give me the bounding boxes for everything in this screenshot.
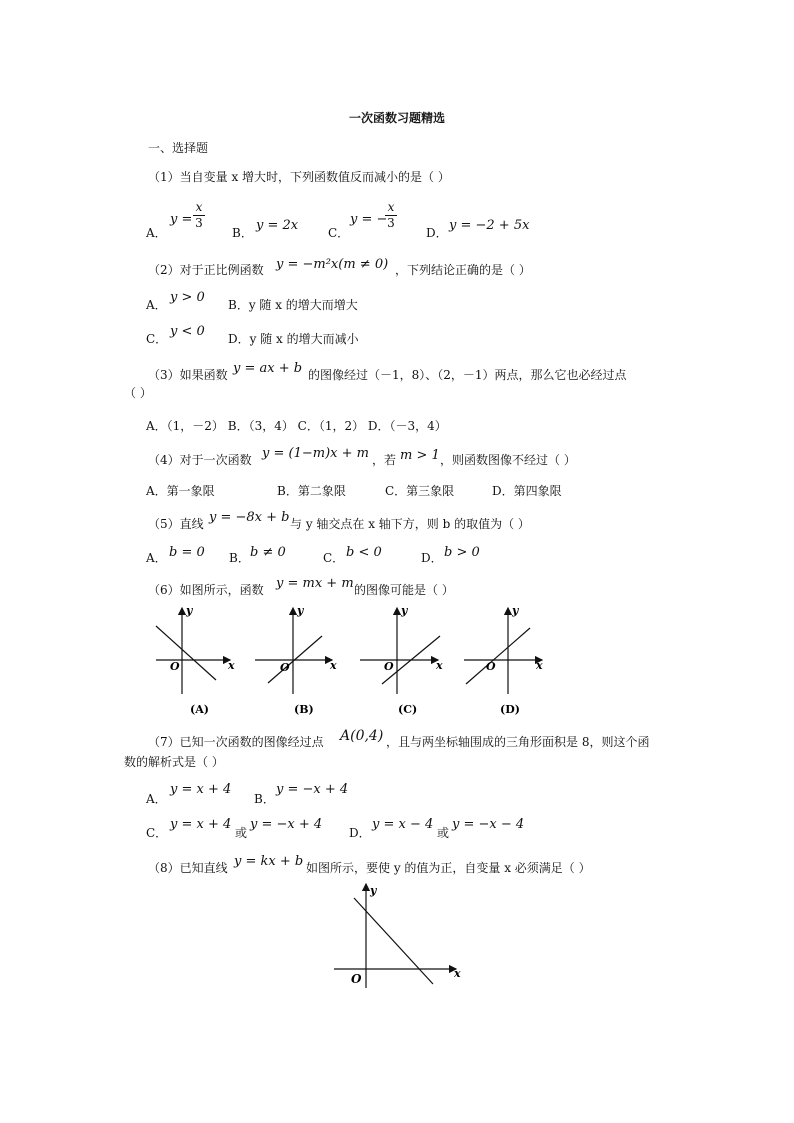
q6-graph-d bbox=[464, 604, 543, 716]
q6-graph-a bbox=[156, 604, 235, 716]
graph-caption: (A) bbox=[190, 703, 209, 716]
q4-stem-post: ，则函数图像不经过（ ） bbox=[440, 453, 576, 467]
origin-label: O bbox=[384, 660, 394, 673]
origin-label: O bbox=[486, 660, 496, 673]
q6-stem-pre: （6）如图所示，函数 bbox=[148, 583, 264, 597]
graph-caption: (C) bbox=[398, 703, 418, 716]
q7-option-a-math: y = x + 4 bbox=[170, 782, 232, 797]
q5-stem-pre: （5）直线 bbox=[148, 517, 204, 531]
page-title: 一次函数习题精选 bbox=[349, 111, 446, 125]
origin-label: O bbox=[280, 661, 290, 674]
y-axis-label: y bbox=[401, 604, 408, 617]
q4-stem-pre: （4）对于一次函数 bbox=[148, 453, 252, 467]
x-axis-label: x bbox=[228, 659, 235, 672]
q4-formula: y = (1−m)x + m bbox=[262, 446, 369, 461]
q7-option-a-label: A． bbox=[146, 792, 167, 806]
y-axis-label: y bbox=[186, 604, 193, 617]
q6-formula: y = mx + m bbox=[276, 576, 354, 591]
q8-formula: y = kx + b bbox=[234, 854, 304, 869]
q7-option-b-math: y = −x + 4 bbox=[276, 782, 349, 797]
q3-stem-post: 的图像经过（－1，8）、（2，－1）两点，那么它也必经过点 bbox=[308, 368, 627, 382]
x-axis-label: x bbox=[536, 659, 543, 672]
q1-option-c-numerator: x bbox=[387, 200, 395, 214]
q7-option-c-or: 或 bbox=[235, 826, 248, 840]
origin-label: O bbox=[351, 972, 362, 986]
q3-formula: y = ax + b bbox=[233, 361, 303, 376]
q2-option-c-label: C． bbox=[146, 332, 168, 346]
q1-option-c-fraction bbox=[385, 201, 397, 230]
section-heading: 一、选择题 bbox=[148, 141, 209, 155]
graph-caption: (D) bbox=[500, 703, 520, 716]
q1-option-a-lhs: y = bbox=[170, 212, 193, 227]
q8-stem-pre: （8）已知直线 bbox=[148, 861, 228, 875]
origin-label: O bbox=[170, 660, 180, 673]
q7-stem-line2: 数的解析式是（ ） bbox=[124, 755, 224, 769]
function-line bbox=[156, 626, 216, 680]
q2-stem-post: ，下列结论正确的是（ ） bbox=[395, 263, 531, 277]
q1-option-c-lhs: y = − bbox=[350, 212, 388, 227]
q7-option-c-label: C． bbox=[146, 826, 168, 840]
graph-caption: (B) bbox=[294, 703, 314, 716]
q6-graph-c bbox=[360, 604, 443, 716]
y-axis-label: y bbox=[297, 604, 304, 617]
q1-stem: （1）当自变量 x 增大时，下列函数值反而减小的是（ ） bbox=[148, 170, 450, 184]
q7-option-d-math1: y = x − 4 bbox=[372, 817, 434, 832]
q6-stem-post: 的图像可能是（ ） bbox=[354, 583, 454, 597]
q4-condition: m > 1 bbox=[400, 448, 440, 463]
q1-option-b-expr: y = 2x bbox=[256, 218, 299, 233]
q5-option-a-math: b = 0 bbox=[169, 545, 205, 560]
q7-stem-pre: （7）已知一次函数的图像经过点 bbox=[148, 735, 324, 749]
q5-option-a-label: A． bbox=[146, 551, 167, 565]
q1-option-c-denominator: 3 bbox=[387, 216, 395, 230]
q4-option-d: D．第四象限 bbox=[492, 484, 562, 498]
q2-option-d: D．y 随 x 的增大而减小 bbox=[228, 332, 359, 346]
q1-option-b-label: B． bbox=[232, 226, 253, 240]
q1-option-a-label: A． bbox=[146, 226, 167, 240]
q5-option-d-math: b > 0 bbox=[444, 545, 480, 560]
y-axis-label: y bbox=[512, 604, 519, 617]
q3-options: A．（1，－2） B．（3，4） C．（1，2） D．（－3，4） bbox=[146, 419, 447, 433]
q5-option-c-math: b < 0 bbox=[346, 545, 382, 560]
q4-option-c: C．第三象限 bbox=[385, 484, 455, 498]
q7-stem-post: ，且与两坐标轴围成的三角形面积是 8，则这个函 bbox=[386, 735, 650, 749]
q8-graph bbox=[330, 880, 470, 990]
q5-option-b-math: b ≠ 0 bbox=[250, 545, 286, 560]
q7-option-d-math2: y = −x − 4 bbox=[452, 817, 525, 832]
x-axis-label: x bbox=[330, 659, 337, 672]
q7-option-d-label: D． bbox=[349, 826, 371, 840]
q4-option-b: B．第二象限 bbox=[277, 484, 346, 498]
q4-stem-mid: ，若 bbox=[372, 453, 397, 467]
q1-option-c-label: C． bbox=[328, 226, 350, 240]
q5-option-b-label: B． bbox=[229, 551, 250, 565]
q5-stem-post: 与 y 轴交点在 x 轴下方，则 b 的取值为（ ） bbox=[290, 517, 530, 531]
q2-formula: y = −m²x(m ≠ 0) bbox=[276, 257, 389, 272]
function-line bbox=[466, 628, 530, 684]
q7-point: A(0,4) bbox=[340, 728, 384, 744]
q1-option-a-fraction bbox=[193, 201, 205, 230]
q3-stem-pre: （3）如果函数 bbox=[148, 368, 228, 382]
q2-option-a-label: A． bbox=[146, 298, 167, 312]
q6-graph-b bbox=[255, 604, 337, 716]
q2-option-a-math: y > 0 bbox=[170, 290, 205, 305]
q7-option-c-math2: y = −x + 4 bbox=[250, 817, 323, 832]
q7-option-c-math1: y = x + 4 bbox=[170, 817, 232, 832]
q2-option-c-math: y < 0 bbox=[170, 324, 205, 339]
q4-option-a: A．第一象限 bbox=[146, 484, 215, 498]
q1-option-a-denominator: 3 bbox=[195, 216, 203, 230]
q1-option-d-label: D． bbox=[426, 226, 448, 240]
q5-option-c-label: C． bbox=[323, 551, 345, 565]
q6-graphs bbox=[150, 600, 550, 720]
q5-option-d-label: D． bbox=[421, 551, 443, 565]
y-axis-label: y bbox=[370, 884, 377, 897]
q5-formula: y = −8x + b bbox=[209, 510, 290, 525]
q7-option-d-or: 或 bbox=[437, 826, 450, 840]
q7-option-b-label: B． bbox=[254, 792, 275, 806]
q1-option-d-expr: y = −2 + 5x bbox=[449, 218, 530, 233]
q3-stem-line2: （ ） bbox=[124, 386, 152, 400]
x-axis-label: x bbox=[454, 967, 461, 980]
q8-stem-post: 如图所示，要使 y 的值为正，自变量 x 必须满足（ ） bbox=[306, 861, 591, 875]
q1-option-a-numerator: x bbox=[195, 200, 203, 214]
q2-option-b: B．y 随 x 的增大而增大 bbox=[228, 298, 358, 312]
x-axis-label: x bbox=[436, 659, 443, 672]
q2-stem-pre: （2）对于正比例函数 bbox=[148, 263, 264, 277]
